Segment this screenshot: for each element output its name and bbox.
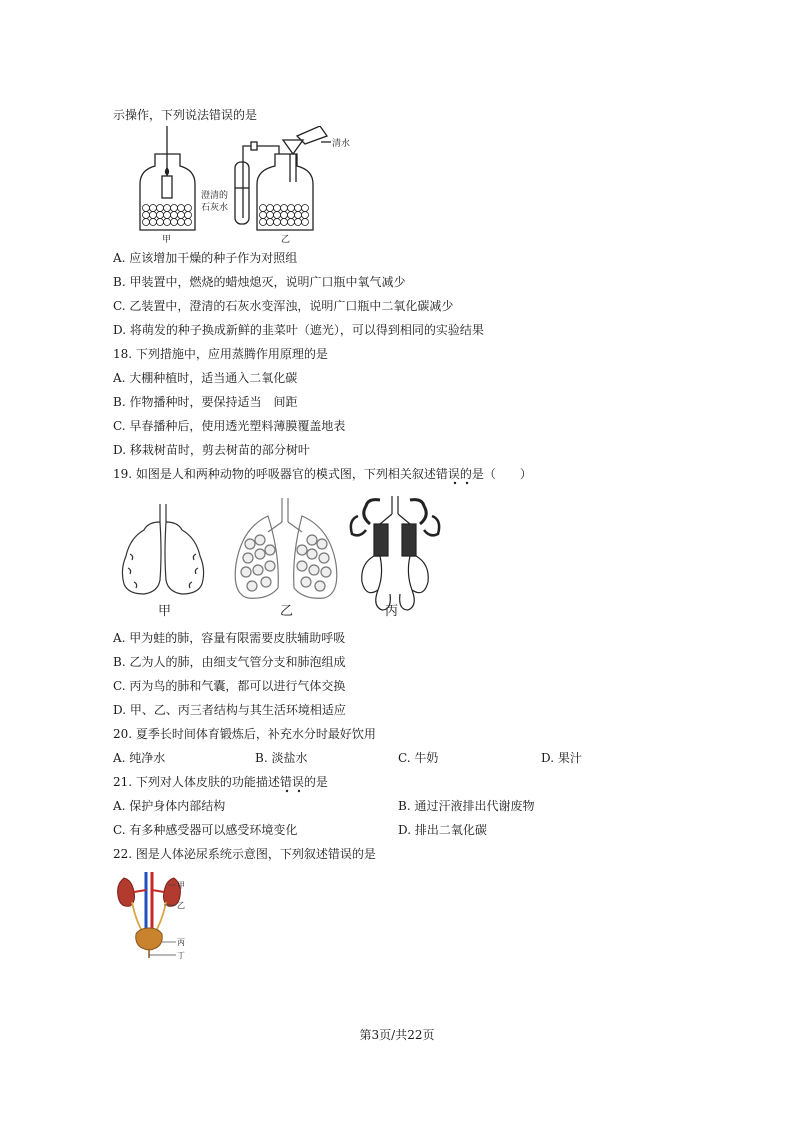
q18-option-a: A. 大棚种植时，适当通入二氧化碳 <box>113 371 298 385</box>
q18-option-b: B. 作物播种时，要保持适当 间距 <box>113 395 298 409</box>
q20-option-a: A. 纯净水 <box>113 751 166 765</box>
q18-option-c: C. 早春播种后，使用透光塑料薄膜覆盖地表 <box>113 419 346 433</box>
label-bing: 丙 <box>385 604 399 619</box>
q20-option-d: D. 果汁 <box>541 751 582 765</box>
label-jia: 甲 <box>162 235 172 245</box>
q20-option-c: C. 牛奶 <box>398 751 439 765</box>
label-qingshui: 清水 <box>332 139 351 149</box>
q17-option-d: D. 将萌发的种子换成新鲜的韭菜叶（遮光），可以得到相同的实验结果 <box>113 323 484 337</box>
q21-stem-part-a: 21. 下列对人体皮肤的功能描述 <box>113 775 280 789</box>
q20-option-b: B. 淡盐水 <box>255 751 308 765</box>
label-yi: 乙 <box>281 235 291 245</box>
q21-emphasis-dots <box>281 787 305 795</box>
q19-option-b: B. 乙为人的肺，由细支气管分支和肺泡组成 <box>113 655 346 669</box>
q19-stem-part-a: 19. 如图是人和两种动物的呼吸器官的模式图，下列相关叙述 <box>113 467 436 481</box>
q21-option-c: C. 有多种感受器可以感受环境变化 <box>113 823 298 837</box>
frog-lungs <box>122 504 203 594</box>
label-jia: 甲 <box>158 604 172 619</box>
beaker <box>297 126 327 144</box>
q20-stem: 20. 夏季长时间体育锻炼后，补充水分时最好饮用 <box>113 727 376 741</box>
q17-option-a: A. 应该增加干燥的种子作为对照组 <box>113 251 298 265</box>
q17-option-b: B. 甲装置中，燃烧的蜡烛熄灭，说明广口瓶中氧气减少 <box>113 275 406 289</box>
q21-option-b: B. 通过汗液排出代谢废物 <box>398 799 535 813</box>
q19-stem-part-c: 的是（ ） <box>459 467 532 481</box>
q19-stem-part-b: 错误 <box>435 467 460 481</box>
q21-option-a: A. 保护身体内部结构 <box>113 799 226 813</box>
q19-option-c: C. 丙为鸟的肺和气囊，都可以进行气体交换 <box>113 679 346 693</box>
q21-stem-part-c: 的是 <box>303 775 328 789</box>
bladder <box>136 928 162 950</box>
label-jia: 甲 <box>177 881 185 890</box>
label-bing: 丙 <box>177 938 185 947</box>
q19-option-a: A. 甲为蛙的肺，容量有限需要皮肤辅助呼吸 <box>113 631 346 645</box>
q22-stem: 22. 图是人体泌尿系统示意图，下列叙述错误的是 <box>113 847 376 861</box>
q17-option-c: C. 乙装置中，澄清的石灰水变浑浊，说明广口瓶中二氧化碳减少 <box>113 299 454 313</box>
q19-option-d: D. 甲、乙、丙三者结构与其生活环境相适应 <box>113 703 346 717</box>
q17-apparatus-figure <box>135 126 365 246</box>
test-tube <box>235 162 249 224</box>
label-ding: 丁 <box>177 951 185 960</box>
q19-emphasis-dots <box>449 479 473 487</box>
q19-respiratory-figure <box>108 494 444 622</box>
q21-stem-part-b: 错误 <box>279 775 304 789</box>
page-footer: 第3页/共22页 <box>359 1028 435 1042</box>
label-limewater-2: 石灰水 <box>201 203 229 213</box>
q22-urinary-figure <box>110 868 190 960</box>
bird-lungs-air-sacs <box>351 496 439 610</box>
q21-option-d: D. 排出二氧化碳 <box>398 823 487 837</box>
q17-stem-tail: 示操作，下列说法错误的是 <box>113 108 258 122</box>
label-limewater-1: 澄清的 <box>201 191 229 201</box>
human-lungs <box>235 498 337 598</box>
label-yi: 乙 <box>280 604 294 619</box>
q18-stem: 18. 下列措施中，应用蒸腾作用原理的是 <box>113 347 328 361</box>
q18-option-d: D. 移栽树苗时，剪去树苗的部分树叶 <box>113 443 310 457</box>
label-yi: 乙 <box>177 901 185 910</box>
